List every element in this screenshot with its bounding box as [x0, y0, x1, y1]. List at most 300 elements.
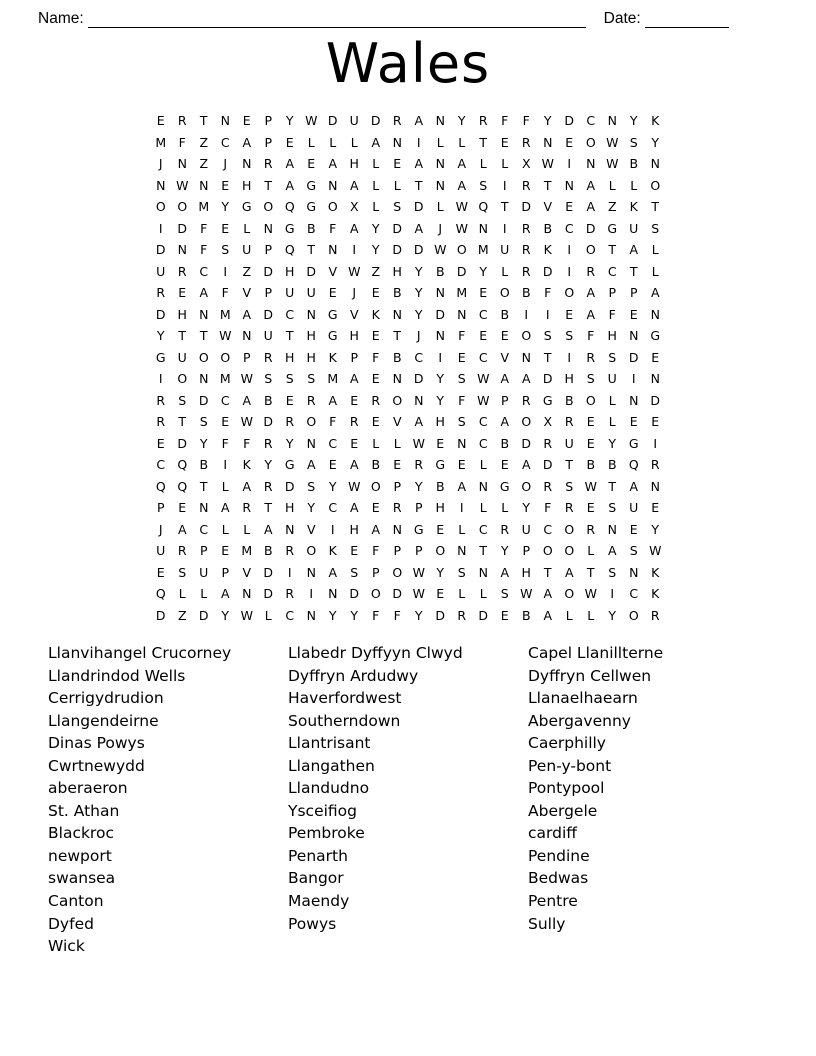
- grid-cell[interactable]: K: [543, 242, 552, 257]
- grid-cell[interactable]: O: [521, 478, 532, 494]
- grid-cell[interactable]: M: [456, 285, 468, 300]
- grid-cell[interactable]: Y: [500, 543, 509, 558]
- grid-cell[interactable]: R: [543, 478, 553, 494]
- grid-cell[interactable]: I: [631, 371, 636, 386]
- grid-cell[interactable]: S: [393, 199, 402, 214]
- grid-cell[interactable]: P: [221, 564, 230, 580]
- grid-cell[interactable]: O: [306, 414, 317, 429]
- grid-cell[interactable]: D: [456, 263, 467, 279]
- grid-cell[interactable]: L: [630, 177, 638, 193]
- grid-cell[interactable]: B: [263, 392, 273, 408]
- grid-cell[interactable]: P: [393, 478, 402, 494]
- grid-cell[interactable]: N: [650, 478, 660, 494]
- grid-cell[interactable]: J: [223, 156, 228, 171]
- grid-cell[interactable]: C: [220, 392, 230, 408]
- grid-cell[interactable]: D: [306, 263, 317, 279]
- grid-cell[interactable]: E: [586, 500, 595, 515]
- grid-cell[interactable]: R: [156, 392, 166, 408]
- name-write-line[interactable]: [88, 14, 586, 28]
- grid-cell[interactable]: P: [522, 543, 531, 558]
- grid-cell[interactable]: K: [328, 349, 337, 365]
- grid-cell[interactable]: N: [607, 113, 617, 128]
- grid-cell[interactable]: T: [651, 199, 660, 214]
- grid-cell[interactable]: P: [199, 543, 208, 558]
- grid-cell[interactable]: D: [284, 478, 295, 494]
- grid-cell[interactable]: G: [413, 521, 424, 537]
- word-list-item[interactable]: Dyffryn Ardudwy: [288, 666, 419, 685]
- word-list-item[interactable]: Llangathen: [288, 756, 375, 775]
- grid-cell[interactable]: G: [435, 457, 446, 472]
- grid-cell[interactable]: Z: [199, 134, 209, 150]
- grid-cell[interactable]: L: [651, 242, 659, 257]
- grid-cell[interactable]: A: [349, 500, 359, 515]
- grid-cell[interactable]: A: [543, 607, 553, 623]
- grid-cell[interactable]: O: [456, 242, 467, 257]
- grid-cell[interactable]: B: [500, 306, 510, 322]
- grid-cell[interactable]: V: [349, 306, 359, 322]
- grid-cell[interactable]: K: [242, 457, 251, 472]
- grid-cell[interactable]: R: [650, 457, 660, 472]
- grid-cell[interactable]: O: [564, 543, 575, 558]
- word-list-item[interactable]: Canton: [48, 892, 104, 911]
- grid-cell[interactable]: M: [327, 371, 339, 386]
- word-list-item[interactable]: Southerndown: [288, 711, 401, 730]
- grid-cell[interactable]: A: [414, 414, 424, 429]
- grid-cell[interactable]: T: [543, 349, 552, 365]
- grid-cell[interactable]: A: [586, 285, 596, 300]
- grid-cell[interactable]: W: [606, 156, 619, 171]
- grid-cell[interactable]: R: [263, 156, 273, 171]
- grid-cell[interactable]: E: [156, 564, 165, 580]
- grid-cell[interactable]: Y: [414, 607, 423, 623]
- grid-cell[interactable]: R: [263, 478, 273, 494]
- grid-cell[interactable]: N: [306, 306, 316, 322]
- grid-cell[interactable]: O: [499, 285, 510, 300]
- grid-cell[interactable]: I: [223, 457, 228, 472]
- word-list-item[interactable]: Abergele: [528, 801, 598, 820]
- grid-cell[interactable]: D: [392, 220, 403, 236]
- grid-cell[interactable]: Y: [156, 328, 165, 343]
- grid-cell[interactable]: D: [650, 392, 661, 408]
- date-write-line[interactable]: [645, 14, 729, 28]
- word-list-item[interactable]: Pen-y-bont: [528, 756, 612, 775]
- grid-cell[interactable]: H: [306, 328, 316, 343]
- grid-cell[interactable]: L: [458, 134, 466, 150]
- grid-cell[interactable]: P: [264, 134, 273, 150]
- grid-cell[interactable]: F: [544, 500, 552, 515]
- grid-cell[interactable]: E: [586, 414, 595, 429]
- grid-cell[interactable]: F: [393, 607, 401, 623]
- grid-cell[interactable]: N: [435, 285, 445, 300]
- grid-cell[interactable]: D: [564, 113, 575, 128]
- word-list-item[interactable]: Dyfed: [48, 914, 94, 933]
- grid-cell[interactable]: Y: [350, 607, 359, 623]
- grid-cell[interactable]: C: [478, 521, 488, 537]
- grid-cell[interactable]: E: [371, 500, 380, 515]
- grid-cell[interactable]: H: [564, 371, 574, 386]
- grid-cell[interactable]: S: [199, 414, 208, 429]
- grid-cell[interactable]: P: [156, 500, 165, 515]
- grid-cell[interactable]: T: [199, 113, 208, 128]
- grid-cell[interactable]: T: [199, 328, 208, 343]
- grid-cell[interactable]: D: [521, 199, 532, 214]
- grid-cell[interactable]: R: [263, 435, 273, 451]
- grid-cell[interactable]: A: [349, 177, 359, 193]
- grid-cell[interactable]: X: [349, 199, 359, 214]
- grid-cell[interactable]: D: [327, 113, 338, 128]
- grid-cell[interactable]: Y: [199, 435, 208, 451]
- grid-cell[interactable]: R: [521, 392, 531, 408]
- grid-cell[interactable]: N: [177, 242, 187, 257]
- grid-cell[interactable]: A: [457, 177, 467, 193]
- grid-cell[interactable]: R: [650, 607, 660, 623]
- grid-cell[interactable]: E: [436, 521, 445, 537]
- grid-cell[interactable]: E: [393, 156, 402, 171]
- grid-cell[interactable]: C: [478, 306, 488, 322]
- grid-cell[interactable]: A: [586, 306, 596, 322]
- word-list-item[interactable]: Llantrisant: [288, 734, 371, 753]
- grid-cell[interactable]: E: [629, 306, 638, 322]
- word-list-item[interactable]: Wick: [48, 937, 85, 956]
- grid-cell[interactable]: S: [565, 478, 574, 494]
- grid-cell[interactable]: I: [567, 349, 572, 365]
- grid-cell[interactable]: N: [629, 328, 639, 343]
- grid-cell[interactable]: R: [263, 349, 273, 365]
- grid-cell[interactable]: S: [221, 242, 230, 257]
- grid-cell[interactable]: W: [606, 134, 619, 150]
- grid-cell[interactable]: C: [199, 521, 209, 537]
- grid-cell[interactable]: N: [435, 328, 445, 343]
- grid-cell[interactable]: C: [414, 349, 424, 365]
- grid-cell[interactable]: A: [220, 500, 230, 515]
- grid-cell[interactable]: N: [435, 156, 445, 171]
- grid-cell[interactable]: A: [586, 177, 596, 193]
- grid-cell[interactable]: F: [243, 435, 251, 451]
- word-list-item[interactable]: Penarth: [288, 846, 348, 865]
- grid-cell[interactable]: O: [392, 564, 403, 580]
- grid-cell[interactable]: Y: [414, 478, 423, 494]
- grid-cell[interactable]: E: [651, 349, 660, 365]
- grid-cell[interactable]: N: [521, 349, 531, 365]
- grid-cell[interactable]: D: [435, 306, 446, 322]
- grid-cell[interactable]: N: [607, 521, 617, 537]
- word-list-item[interactable]: newport: [48, 846, 112, 865]
- grid-cell[interactable]: O: [370, 586, 381, 601]
- grid-cell[interactable]: E: [371, 371, 380, 386]
- grid-cell[interactable]: S: [178, 392, 187, 408]
- grid-cell[interactable]: U: [629, 220, 639, 236]
- grid-cell[interactable]: N: [306, 564, 316, 580]
- grid-cell[interactable]: D: [263, 306, 274, 322]
- grid-cell[interactable]: O: [220, 349, 231, 365]
- grid-cell[interactable]: E: [328, 285, 337, 300]
- grid-cell[interactable]: B: [543, 220, 553, 236]
- grid-cell[interactable]: D: [392, 242, 403, 257]
- grid-cell[interactable]: I: [653, 435, 658, 451]
- grid-cell[interactable]: U: [177, 349, 187, 365]
- grid-cell[interactable]: G: [327, 328, 338, 343]
- grid-cell[interactable]: L: [178, 586, 186, 601]
- word-list-item[interactable]: Abergavenny: [528, 711, 631, 730]
- grid-cell[interactable]: I: [330, 521, 335, 537]
- grid-cell[interactable]: N: [414, 392, 424, 408]
- word-list-item[interactable]: Pendine: [528, 846, 590, 865]
- grid-cell[interactable]: N: [478, 478, 488, 494]
- grid-cell[interactable]: N: [306, 435, 316, 451]
- grid-cell[interactable]: R: [177, 113, 187, 128]
- grid-cell[interactable]: L: [221, 478, 229, 494]
- grid-cell[interactable]: U: [242, 242, 252, 257]
- grid-cell[interactable]: S: [457, 414, 466, 429]
- grid-cell[interactable]: L: [329, 134, 337, 150]
- word-list-item[interactable]: Pentre: [528, 892, 578, 911]
- grid-cell[interactable]: Y: [371, 220, 380, 236]
- grid-cell[interactable]: Y: [436, 371, 445, 386]
- grid-cell[interactable]: E: [393, 457, 402, 472]
- grid-cell[interactable]: D: [177, 435, 188, 451]
- grid-cell[interactable]: Z: [177, 607, 187, 623]
- grid-cell[interactable]: F: [608, 306, 616, 322]
- grid-cell[interactable]: P: [608, 285, 617, 300]
- grid-cell[interactable]: I: [438, 349, 443, 365]
- grid-cell[interactable]: A: [242, 392, 252, 408]
- grid-cell[interactable]: U: [285, 285, 295, 300]
- word-list-item[interactable]: Sully: [528, 914, 566, 933]
- grid-cell[interactable]: Y: [414, 285, 423, 300]
- grid-cell[interactable]: Y: [414, 263, 423, 279]
- grid-cell[interactable]: K: [651, 564, 660, 580]
- grid-cell[interactable]: A: [242, 134, 252, 150]
- word-list-item[interactable]: Cerrigydrudion: [48, 689, 164, 708]
- grid-cell[interactable]: C: [285, 607, 295, 623]
- grid-cell[interactable]: A: [285, 177, 295, 193]
- grid-cell[interactable]: U: [263, 328, 273, 343]
- grid-cell[interactable]: E: [221, 177, 230, 193]
- grid-cell[interactable]: H: [435, 414, 445, 429]
- grid-cell[interactable]: M: [219, 306, 231, 322]
- word-list-item[interactable]: cardiff: [528, 824, 577, 843]
- grid-cell[interactable]: A: [457, 478, 467, 494]
- grid-cell[interactable]: D: [155, 306, 166, 322]
- grid-cell[interactable]: U: [521, 521, 531, 537]
- grid-cell[interactable]: P: [264, 113, 273, 128]
- grid-cell[interactable]: E: [479, 285, 488, 300]
- grid-cell[interactable]: J: [158, 521, 163, 537]
- grid-cell[interactable]: D: [392, 586, 403, 601]
- grid-cell[interactable]: E: [651, 414, 660, 429]
- grid-cell[interactable]: E: [350, 392, 359, 408]
- grid-cell[interactable]: L: [372, 177, 380, 193]
- grid-cell[interactable]: F: [522, 113, 530, 128]
- grid-cell[interactable]: D: [198, 607, 209, 623]
- grid-cell[interactable]: E: [350, 543, 359, 558]
- grid-cell[interactable]: U: [156, 263, 166, 279]
- grid-cell[interactable]: Q: [177, 457, 188, 472]
- grid-cell[interactable]: R: [177, 263, 187, 279]
- grid-cell[interactable]: O: [564, 521, 575, 537]
- grid-cell[interactable]: Y: [608, 435, 617, 451]
- grid-cell[interactable]: I: [287, 564, 292, 580]
- grid-cell[interactable]: Y: [651, 521, 660, 537]
- grid-cell[interactable]: M: [241, 543, 253, 558]
- grid-cell[interactable]: P: [393, 543, 402, 558]
- grid-cell[interactable]: E: [371, 328, 380, 343]
- grid-cell[interactable]: R: [564, 414, 574, 429]
- grid-cell[interactable]: W: [305, 113, 318, 128]
- grid-cell[interactable]: C: [156, 457, 166, 472]
- grid-cell[interactable]: E: [436, 435, 445, 451]
- grid-cell[interactable]: Y: [414, 306, 423, 322]
- grid-cell[interactable]: L: [608, 177, 616, 193]
- grid-cell[interactable]: Z: [199, 156, 209, 171]
- grid-cell[interactable]: L: [587, 543, 595, 558]
- grid-cell[interactable]: E: [307, 156, 316, 171]
- grid-cell[interactable]: O: [521, 414, 532, 429]
- grid-cell[interactable]: U: [156, 543, 166, 558]
- grid-cell[interactable]: F: [372, 349, 380, 365]
- grid-cell[interactable]: R: [521, 242, 531, 257]
- grid-cell[interactable]: V: [500, 349, 510, 365]
- grid-cell[interactable]: O: [564, 586, 575, 601]
- grid-cell[interactable]: T: [199, 478, 208, 494]
- grid-cell[interactable]: G: [306, 177, 317, 193]
- grid-cell[interactable]: N: [478, 564, 488, 580]
- grid-cell[interactable]: A: [328, 392, 338, 408]
- grid-cell[interactable]: L: [436, 134, 444, 150]
- grid-cell[interactable]: H: [349, 328, 359, 343]
- grid-cell[interactable]: Y: [285, 435, 294, 451]
- grid-cell[interactable]: D: [263, 586, 274, 601]
- grid-cell[interactable]: A: [607, 543, 617, 558]
- grid-cell[interactable]: T: [608, 242, 617, 257]
- grid-cell[interactable]: A: [457, 156, 467, 171]
- grid-cell[interactable]: D: [263, 263, 274, 279]
- grid-cell[interactable]: L: [565, 607, 573, 623]
- grid-cell[interactable]: N: [306, 607, 316, 623]
- grid-cell[interactable]: P: [414, 543, 423, 558]
- word-list-item[interactable]: Maendy: [288, 892, 350, 911]
- grid-cell[interactable]: F: [501, 113, 509, 128]
- grid-cell[interactable]: A: [263, 521, 273, 537]
- grid-cell[interactable]: R: [543, 435, 553, 451]
- grid-cell[interactable]: Y: [307, 500, 316, 515]
- grid-cell[interactable]: L: [608, 414, 616, 429]
- grid-cell[interactable]: G: [628, 435, 639, 451]
- word-list-item[interactable]: Dyffryn Cellwen: [528, 666, 652, 685]
- grid-cell[interactable]: E: [285, 134, 294, 150]
- grid-cell[interactable]: E: [500, 328, 509, 343]
- grid-cell[interactable]: I: [158, 371, 163, 386]
- grid-cell[interactable]: N: [328, 242, 338, 257]
- grid-cell[interactable]: Y: [328, 478, 337, 494]
- grid-cell[interactable]: J: [416, 328, 421, 343]
- grid-cell[interactable]: D: [263, 564, 274, 580]
- grid-cell[interactable]: L: [436, 199, 444, 214]
- grid-cell[interactable]: I: [459, 500, 464, 515]
- grid-cell[interactable]: L: [307, 134, 315, 150]
- grid-cell[interactable]: Y: [221, 607, 230, 623]
- grid-cell[interactable]: D: [177, 220, 188, 236]
- grid-cell[interactable]: E: [156, 113, 165, 128]
- grid-cell[interactable]: H: [285, 500, 295, 515]
- grid-cell[interactable]: D: [521, 435, 532, 451]
- grid-cell[interactable]: S: [479, 177, 488, 193]
- grid-cell[interactable]: S: [608, 564, 617, 580]
- grid-cell[interactable]: Y: [457, 113, 466, 128]
- grid-cell[interactable]: Z: [607, 199, 617, 214]
- grid-cell[interactable]: N: [263, 220, 273, 236]
- grid-cell[interactable]: N: [564, 177, 574, 193]
- grid-cell[interactable]: C: [478, 349, 488, 365]
- grid-cell[interactable]: E: [586, 435, 595, 451]
- grid-cell[interactable]: A: [414, 156, 424, 171]
- grid-cell[interactable]: E: [221, 414, 230, 429]
- grid-cell[interactable]: D: [349, 586, 360, 601]
- grid-cell[interactable]: Y: [436, 564, 445, 580]
- grid-cell[interactable]: G: [607, 220, 618, 236]
- grid-cell[interactable]: C: [629, 586, 639, 601]
- grid-cell[interactable]: N: [435, 177, 445, 193]
- grid-cell[interactable]: I: [567, 263, 572, 279]
- grid-cell[interactable]: E: [221, 220, 230, 236]
- grid-cell[interactable]: N: [650, 156, 660, 171]
- grid-cell[interactable]: G: [542, 392, 553, 408]
- grid-cell[interactable]: B: [306, 220, 316, 236]
- grid-cell[interactable]: O: [585, 392, 596, 408]
- grid-cell[interactable]: E: [436, 586, 445, 601]
- grid-cell[interactable]: W: [219, 328, 232, 343]
- grid-cell[interactable]: P: [242, 349, 251, 365]
- grid-cell[interactable]: L: [501, 500, 509, 515]
- grid-cell[interactable]: E: [500, 607, 509, 623]
- grid-cell[interactable]: E: [350, 435, 359, 451]
- grid-cell[interactable]: S: [586, 371, 595, 386]
- grid-cell[interactable]: L: [372, 156, 380, 171]
- grid-cell[interactable]: D: [155, 607, 166, 623]
- grid-cell[interactable]: B: [371, 457, 381, 472]
- grid-cell[interactable]: P: [350, 349, 359, 365]
- grid-cell[interactable]: O: [628, 607, 639, 623]
- grid-cell[interactable]: C: [478, 414, 488, 429]
- grid-cell[interactable]: U: [199, 564, 209, 580]
- grid-cell[interactable]: E: [156, 435, 165, 451]
- grid-cell[interactable]: W: [240, 607, 253, 623]
- grid-cell[interactable]: T: [608, 478, 617, 494]
- grid-cell[interactable]: W: [176, 177, 189, 193]
- grid-cell[interactable]: E: [242, 113, 251, 128]
- grid-cell[interactable]: F: [587, 328, 595, 343]
- word-list-item[interactable]: Pontypool: [528, 779, 605, 798]
- grid-cell[interactable]: O: [521, 328, 532, 343]
- grid-cell[interactable]: H: [435, 500, 445, 515]
- grid-cell[interactable]: E: [457, 457, 466, 472]
- grid-cell[interactable]: D: [263, 414, 274, 429]
- grid-cell[interactable]: N: [285, 521, 295, 537]
- grid-cell[interactable]: N: [392, 306, 402, 322]
- grid-cell[interactable]: V: [392, 414, 402, 429]
- word-list-item[interactable]: Llangendeirne: [48, 711, 159, 730]
- grid-cell[interactable]: I: [610, 586, 615, 601]
- grid-cell[interactable]: W: [412, 564, 425, 580]
- grid-cell[interactable]: C: [220, 134, 230, 150]
- grid-cell[interactable]: O: [542, 543, 553, 558]
- grid-cell[interactable]: C: [586, 113, 596, 128]
- word-list-item[interactable]: Bedwas: [528, 869, 589, 888]
- grid-cell[interactable]: E: [500, 457, 509, 472]
- grid-cell[interactable]: A: [242, 306, 252, 322]
- grid-cell[interactable]: E: [565, 134, 574, 150]
- grid-cell[interactable]: R: [306, 392, 316, 408]
